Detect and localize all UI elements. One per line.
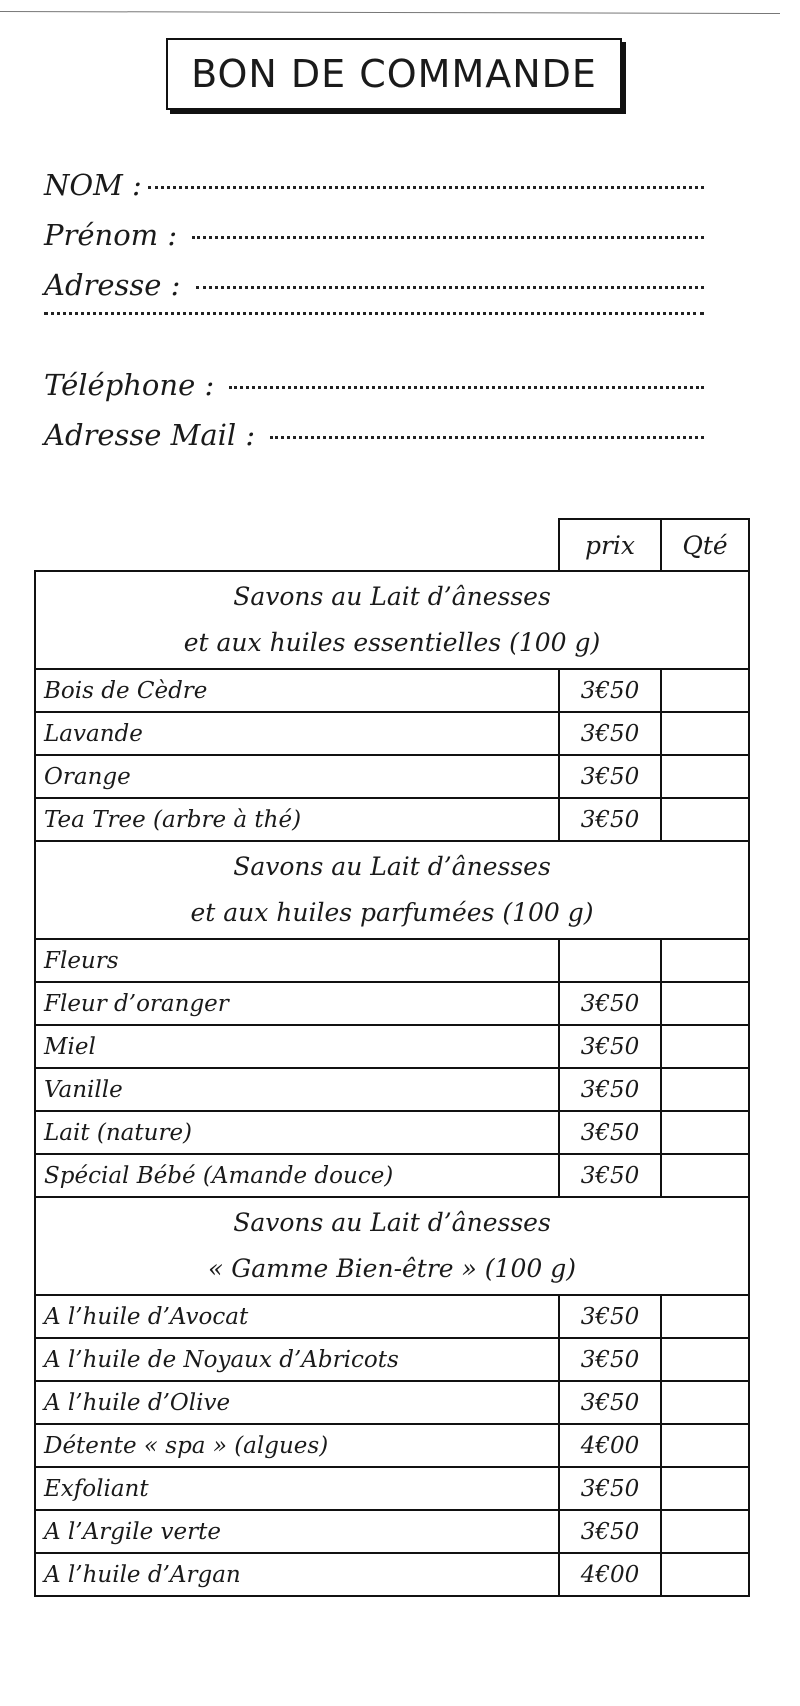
field-nom[interactable] xyxy=(44,168,704,218)
quantity-cell[interactable] xyxy=(661,1424,749,1467)
product-price: 3€50 xyxy=(559,669,661,712)
section-title-line2: et aux huiles parfumées (100 g) xyxy=(190,898,594,927)
quantity-cell[interactable] xyxy=(661,1467,749,1510)
dotted-line xyxy=(44,312,704,315)
product-name: Miel xyxy=(35,1025,559,1068)
field-prenom[interactable] xyxy=(44,218,704,268)
table-row xyxy=(35,939,749,982)
quantity-cell[interactable] xyxy=(661,939,749,982)
quantity-cell[interactable] xyxy=(661,1111,749,1154)
field-label: NOM : xyxy=(44,168,142,202)
quantity-cell[interactable] xyxy=(661,1025,749,1068)
price-header: prix xyxy=(559,519,661,571)
quantity-cell[interactable] xyxy=(661,1510,749,1553)
product-name: Exfoliant xyxy=(35,1467,559,1510)
product-name: A l’huile de Noyaux d’Abricots xyxy=(35,1338,559,1381)
field-adresse-continued[interactable] xyxy=(44,318,704,368)
field-adresse[interactable] xyxy=(44,268,704,318)
table-row xyxy=(35,982,749,1025)
order-table xyxy=(34,518,750,1597)
table-row xyxy=(35,1381,749,1424)
product-name: Lait (nature) xyxy=(35,1111,559,1154)
product-price xyxy=(559,939,661,982)
product-name: Fleurs xyxy=(35,939,559,982)
table-row xyxy=(35,712,749,755)
quantity-cell[interactable] xyxy=(661,1154,749,1197)
product-price: 3€50 xyxy=(559,1381,661,1424)
section-header-row xyxy=(35,1197,749,1295)
quantity-cell[interactable] xyxy=(661,1381,749,1424)
table-row xyxy=(35,1467,749,1510)
qty-header: Qté xyxy=(661,519,749,571)
table-row xyxy=(35,798,749,841)
section-title-line1: Savons au Lait d’ânesses xyxy=(233,1208,551,1237)
table-row xyxy=(35,1025,749,1068)
quantity-cell[interactable] xyxy=(661,669,749,712)
product-name: A l’huile d’Olive xyxy=(35,1381,559,1424)
product-price: 4€00 xyxy=(559,1553,661,1596)
table-row xyxy=(35,1111,749,1154)
product-price: 3€50 xyxy=(559,1338,661,1381)
product-price: 3€50 xyxy=(559,1025,661,1068)
table-row xyxy=(35,1553,749,1596)
field-label: Adresse Mail : xyxy=(44,418,265,452)
field-telephone[interactable] xyxy=(44,368,704,418)
section-title-line1: Savons au Lait d’ânesses xyxy=(233,852,551,881)
quantity-cell[interactable] xyxy=(661,712,749,755)
customer-form xyxy=(44,168,704,468)
table-row xyxy=(35,1154,749,1197)
product-name: A l’huile d’Argan xyxy=(35,1553,559,1596)
product-price: 3€50 xyxy=(559,1295,661,1338)
product-name: Lavande xyxy=(35,712,559,755)
section-title xyxy=(35,571,749,669)
field-label: Prénom : xyxy=(44,218,187,252)
product-name: Vanille xyxy=(35,1068,559,1111)
title-box xyxy=(166,38,622,110)
field-label: Téléphone : xyxy=(44,368,224,402)
table-row xyxy=(35,755,749,798)
dotted-line xyxy=(196,286,704,289)
page-title: BON DE COMMANDE xyxy=(191,52,597,96)
section-header-row xyxy=(35,841,749,939)
product-name: Tea Tree (arbre à thé) xyxy=(35,798,559,841)
dotted-line xyxy=(270,436,704,439)
quantity-cell[interactable] xyxy=(661,1068,749,1111)
product-name: A l’huile d’Avocat xyxy=(35,1295,559,1338)
field-adresse-mail[interactable] xyxy=(44,418,704,468)
quantity-cell[interactable] xyxy=(661,1295,749,1338)
product-price: 3€50 xyxy=(559,712,661,755)
table-row xyxy=(35,1424,749,1467)
product-price: 3€50 xyxy=(559,755,661,798)
section-title-line2: et aux huiles essentielles (100 g) xyxy=(183,628,601,657)
quantity-cell[interactable] xyxy=(661,755,749,798)
product-price: 3€50 xyxy=(559,982,661,1025)
table-row xyxy=(35,1338,749,1381)
product-name: A l’Argile verte xyxy=(35,1510,559,1553)
section-title xyxy=(35,841,749,939)
product-price: 3€50 xyxy=(559,1068,661,1111)
product-price: 3€50 xyxy=(559,798,661,841)
section-title-line2: « Gamme Bien-être » (100 g) xyxy=(208,1254,576,1283)
product-price: 3€50 xyxy=(559,1111,661,1154)
section-header-row xyxy=(35,571,749,669)
quantity-cell[interactable] xyxy=(661,1338,749,1381)
quantity-cell[interactable] xyxy=(661,1553,749,1596)
product-name: Détente « spa » (algues) xyxy=(35,1424,559,1467)
dotted-line xyxy=(192,236,704,239)
product-name: Bois de Cèdre xyxy=(35,669,559,712)
field-label: Adresse : xyxy=(44,268,190,302)
table-header-row xyxy=(35,519,749,571)
table-row xyxy=(35,669,749,712)
product-price: 3€50 xyxy=(559,1510,661,1553)
section-title-line1: Savons au Lait d’ânesses xyxy=(233,582,551,611)
product-price: 3€50 xyxy=(559,1467,661,1510)
table-row xyxy=(35,1068,749,1111)
section-title xyxy=(35,1197,749,1295)
dotted-line xyxy=(229,386,704,389)
product-price: 3€50 xyxy=(559,1154,661,1197)
table-row xyxy=(35,1510,749,1553)
dotted-line xyxy=(148,186,704,189)
scan-edge-line xyxy=(0,11,780,14)
table-row xyxy=(35,1295,749,1338)
quantity-cell[interactable] xyxy=(661,798,749,841)
header-blank-cell xyxy=(35,519,559,571)
product-name: Fleur d’oranger xyxy=(35,982,559,1025)
product-name: Orange xyxy=(35,755,559,798)
product-name: Spécial Bébé (Amande douce) xyxy=(35,1154,559,1197)
quantity-cell[interactable] xyxy=(661,982,749,1025)
product-price: 4€00 xyxy=(559,1424,661,1467)
